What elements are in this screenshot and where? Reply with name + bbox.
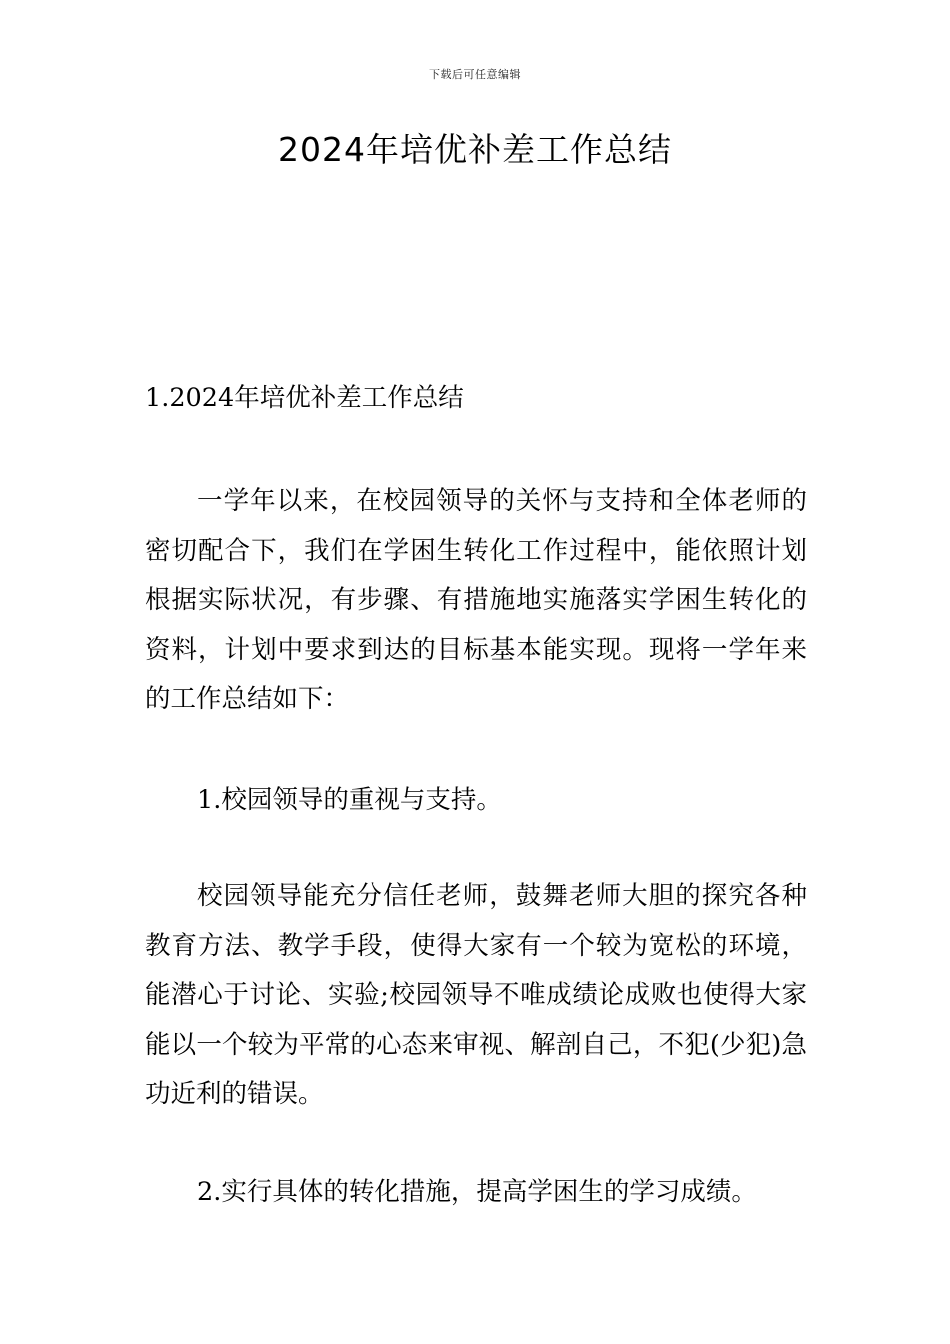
header-note: 下载后可任意编辑 xyxy=(429,68,521,81)
document-title: 2024年培优补差工作总结 xyxy=(278,130,672,169)
item-2-heading: 2.实行具体的转化措施，提高学困生的学习成绩。 xyxy=(197,1177,757,1207)
item-1-paragraph: 校园领导能充分信任老师，鼓舞老师大胆的探究各种教育方法、教学手段，使得大家有一个较为宽松的环境，能潜心于讨论、实验;校园领导不唯成绩论成败也使得大家能以一个较为平常的心态来审视、解剖自己，不犯(少犯)急功近利的错误。 xyxy=(145,881,807,1109)
intro-paragraph: 一学年以来，在校园领导的关怀与支持和全体老师的密切配合下，我们在学困生转化工作过程中，能依照计划根据实际状况，有步骤、有措施地实施落实学困生转化的资料，计划中要求到达的目标基本能实现。现将一学年来的工作总结如下： xyxy=(145,486,807,714)
item-1-heading: 1.校园领导的重视与支持。 xyxy=(197,785,502,815)
section-heading: 1.2024年培优补差工作总结 xyxy=(145,383,464,413)
